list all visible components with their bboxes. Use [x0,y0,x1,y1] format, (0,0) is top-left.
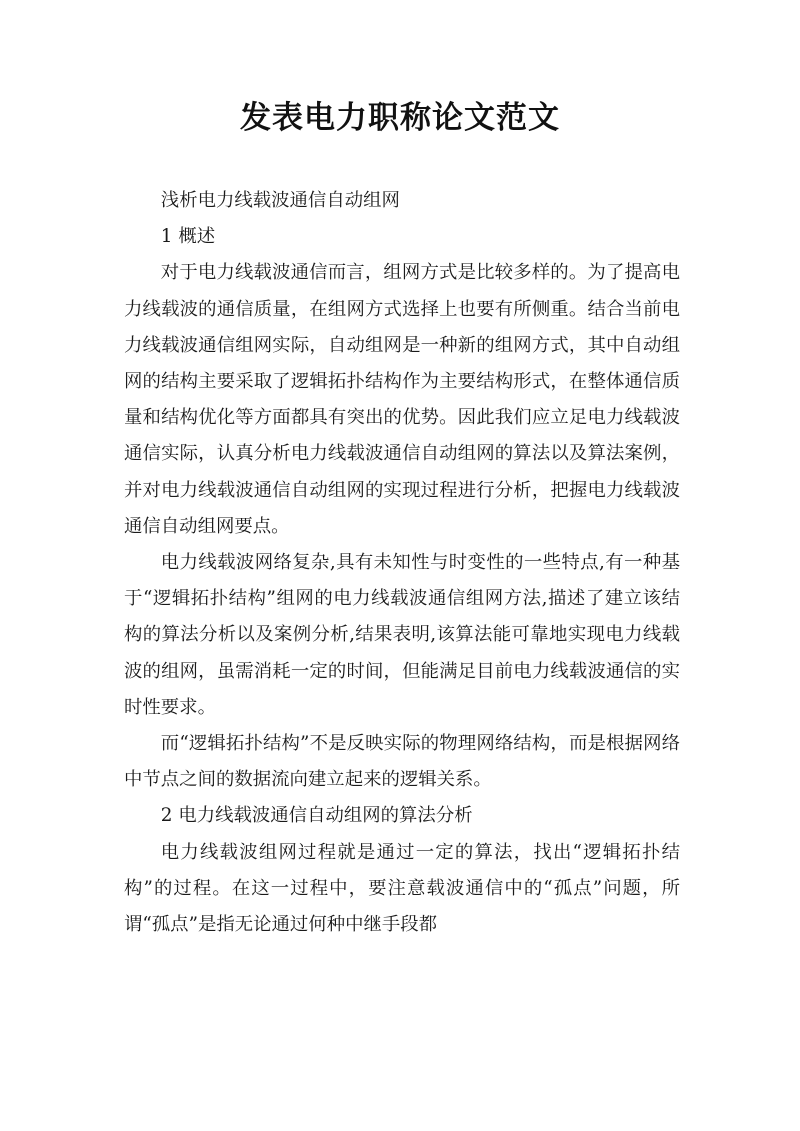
article-title: 浅析电力线载波通信自动组网 [160,190,400,211]
body-paragraph: 电力线载波组网过程就是通过一定的算法，找出“逻辑拓扑结构”的过程。在这一过程中，要注意载波通信中的“孤点”问题，所谓“孤点”是指无论通过何种中继手段都 [124,841,680,936]
section-heading-overview: 1 概述 [160,226,216,248]
section-heading-algorithm: 2 电力线载波通信自动组网的算法分析 [160,805,473,827]
document-body [124,183,680,943]
body-paragraph: 电力线载波网络复杂,具有未知性与时变性的一些特点,有一种基于“逻辑拓扑结构”组网的电力线载波通信组网方法,描述了建立该结构的算法分析以及案例分析,结果表明,该算法能可靠地实现电力线载波的组网，虽需消耗一定的时间，但能满足目前电力线载波通信的实时性要求。 [124,552,680,718]
document-title: 发表电力职称论文范文 [240,100,560,136]
body-paragraph: 而“逻辑拓扑结构”不是反映实际的物理网络结构，而是根据网络中节点之间的数据流向建立起来的逻辑关系。 [124,733,680,791]
body-paragraph: 对于电力线载波通信而言，组网方式是比较多样的。为了提高电力线载波的通信质量，在组网方式选择上也要有所侧重。结合当前电力线载波通信组网实际，自动组网是一种新的组网方式，其中自动组网的结构主要采取了逻辑拓扑结构作为主要结构形式，在整体通信质量和结构优化等方面都具有突出的优势。因此我们应立足电力线载波通信实际，认真分析电力线载波通信自动组网的算法以及算法案例，并对电力线载波通信自动组网的实现过程进行分析，把握电力线载波通信自动组网要点。 [124,262,680,537]
